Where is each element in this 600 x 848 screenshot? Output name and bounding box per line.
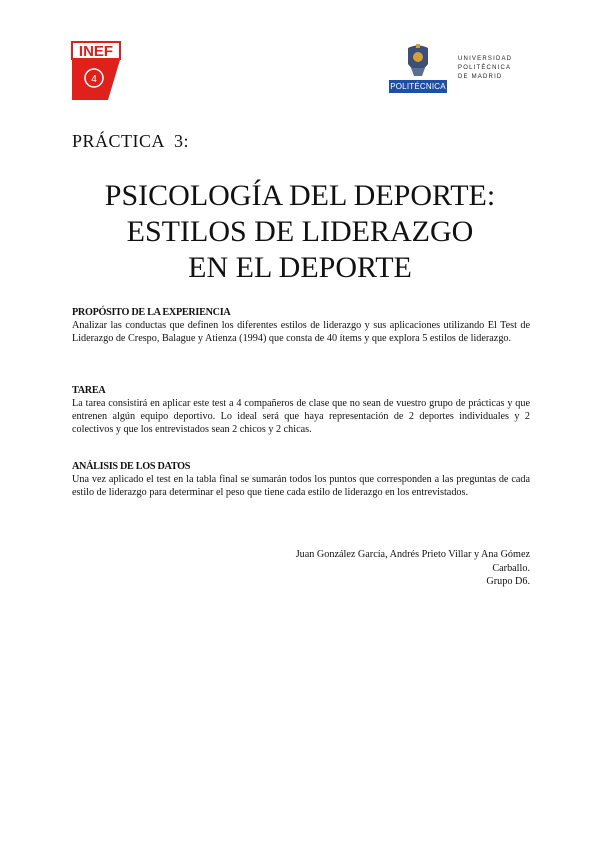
svg-text:4: 4 <box>91 74 97 85</box>
signature-line-1: Juan González García, Andrés Prieto Villar y Ana Gómez <box>295 549 530 560</box>
title-line-3: EN EL DEPORTE <box>188 251 412 284</box>
title-line-1: PSICOLOGÍA DEL DEPORTE: <box>104 179 496 212</box>
practice-label: PRÁCTICA 3: <box>72 131 190 151</box>
signature-block <box>296 548 530 589</box>
upm-name-line-1: UNIVERSIDAD <box>458 56 513 62</box>
inef-logo-icon <box>70 40 122 102</box>
section-body: Analizar las conductas que definen los diferentes estilos de liderazgo y sus aplicaciones utilizando El Test de Liderazgo de Crespo, Balague y Atienza (1994) que consta de 40 ítems y que explora 5 estilos de liderazgo. <box>72 320 530 345</box>
section-heading: TAREA <box>72 385 106 396</box>
section-analysis <box>72 460 530 499</box>
upm-name-line-2: POLITÉCNICA <box>458 65 512 71</box>
upm-name <box>458 55 512 82</box>
upm-name-line-3: DE MADRID <box>458 74 503 80</box>
section-heading: PROPÓSITO DE LA EXPERIENCIA <box>72 307 231 318</box>
section-task <box>72 384 530 436</box>
page-title <box>0 178 600 286</box>
section-heading: ANÁLISIS DE LOS DATOS <box>72 461 191 472</box>
inef-logo <box>70 40 122 102</box>
title-line-2: ESTILOS DE LIDERAZGO <box>126 215 474 248</box>
section-body: Una vez aplicado el test en la tabla final se sumarán todos los puntos que corresponden a las preguntas de cada estilo de liderazgo para determinar el peso que tiene cada estilo de liderazgo en los entrevistados. <box>72 474 530 499</box>
crest-icon <box>389 44 447 82</box>
inef-logo-text: INEF <box>78 43 114 60</box>
section-purpose <box>72 306 530 345</box>
upm-band: POLITÉCNICA <box>390 82 446 91</box>
section-body: La tarea consistirá en aplicar este test a 4 compañeros de clase que no sean de vuestro grupo de prácticas y que entrenen algún equipo deportivo. Lo ideal será que haya representación de 2 deportes individuales y 2 colectivos y que los entrevistados sean 2 chicos y 2 chicas. <box>72 398 530 436</box>
signature-line-3: Grupo D6. <box>486 576 530 587</box>
signature-line-2: Carballo. <box>492 562 530 574</box>
